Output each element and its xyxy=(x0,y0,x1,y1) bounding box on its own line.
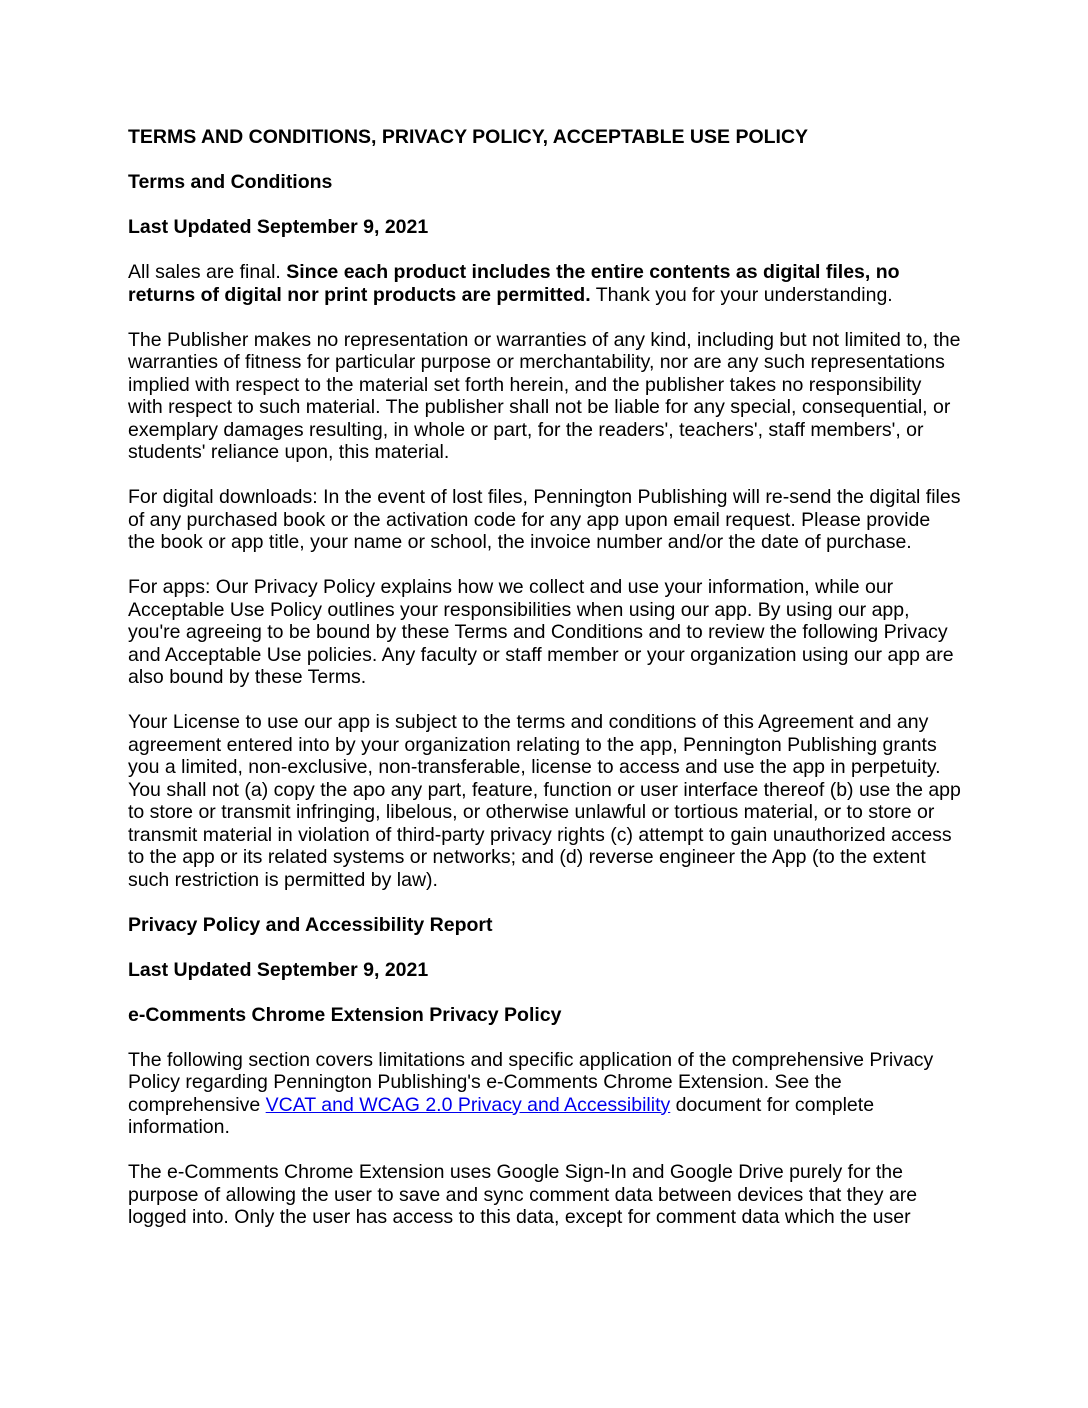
thank-you-text: Thank you for your understanding. xyxy=(590,283,893,306)
terms-last-updated: Last Updated September 9, 2021 xyxy=(128,216,429,238)
privacy-last-updated: Last Updated September 9, 2021 xyxy=(128,958,429,981)
sales-final-text: All sales are final. xyxy=(128,261,287,283)
privacy-policy-heading: Privacy Policy and Accessibility Report xyxy=(128,913,493,936)
ecomments-privacy-subheading: e-Comments Chrome Extension Privacy Policy xyxy=(128,1003,562,1026)
privacy-intro-paragraph xyxy=(128,1049,961,1139)
license-terms-paragraph: Your License to use our app is subject to the terms and conditions of this Agreement and any agreement entered into by your organization relating to the app, Pennington Publishing grants you a limited, non-exclusive, non-transferable, license to access and use the app in perpetuity. You shall not (a) copy the apo any part, feature, function or user interface thereof (b) use the app to store or transmit infringing, libelous, or otherwise unlawful or tortious material, or to store or transmit material in violation of third-party privacy rights (c) attempt to gain unauthorized access to the app or its related systems or networks; and (d) reverse engineer the App (to the extent such restriction is permitted by law). xyxy=(128,711,961,891)
vcat-wcag-accessibility-link[interactable]: VCAT and WCAG 2.0 Privacy and Accessibility xyxy=(265,1093,671,1116)
no-returns-bold-text: Since each product includes the entire contents as digital files, no returns of digital nor print products are permitted. xyxy=(128,261,900,306)
sales-final-paragraph xyxy=(128,261,961,306)
digital-downloads-paragraph: For digital downloads: In the event of lost files, Pennington Publishing will re-send the digital files of any purchased book or the activation code for any app upon email request. Please provide the book or app title, your name or school, the invoice number and/or the date of purchase. xyxy=(128,486,961,553)
privacy-intro-text-after-link: document for complete information. xyxy=(128,1093,875,1138)
apps-policy-paragraph: For apps: Our Privacy Policy explains how we collect and use your information, while our Acceptable Use Policy outlines your responsibilities when using our app. By using our app, you're agreeing to be bound by these Terms and Conditions and to review the following Privacy and Acceptable Use policies. Any faculty or staff member or your organization using our app are also bound by these Terms. xyxy=(128,576,954,688)
document-title: TERMS AND CONDITIONS, PRIVACY POLICY, ACCEPTABLE USE POLICY xyxy=(128,126,809,148)
google-signin-paragraph: The e-Comments Chrome Extension uses Google Sign-In and Google Drive purely for the purpose of allowing the user to save and sync comment data between devices that they are logged into. Only the user has access to this data, except for comment data which the user xyxy=(128,1161,918,1228)
terms-heading: Terms and Conditions xyxy=(128,171,333,193)
warranty-disclaimer-paragraph: The Publisher makes no representation or warranties of any kind, including but not limited to, the warranties of fitness for particular purpose or merchantability, nor are any such representations implied with respect to the material set forth herein, and the publisher takes no responsibility with respect to such material. The publisher shall not be liable for any special, consequential, or exemplary damages resulting, in whole or part, for the readers', teachers', staff members', or students' reliance upon, this material. xyxy=(128,328,961,463)
privacy-intro-text: The following section covers limitations and specific application of the comprehensive Privacy Policy regarding Pennington Publishing's e-Comments Chrome Extension. See the comprehensive xyxy=(128,1048,934,1116)
